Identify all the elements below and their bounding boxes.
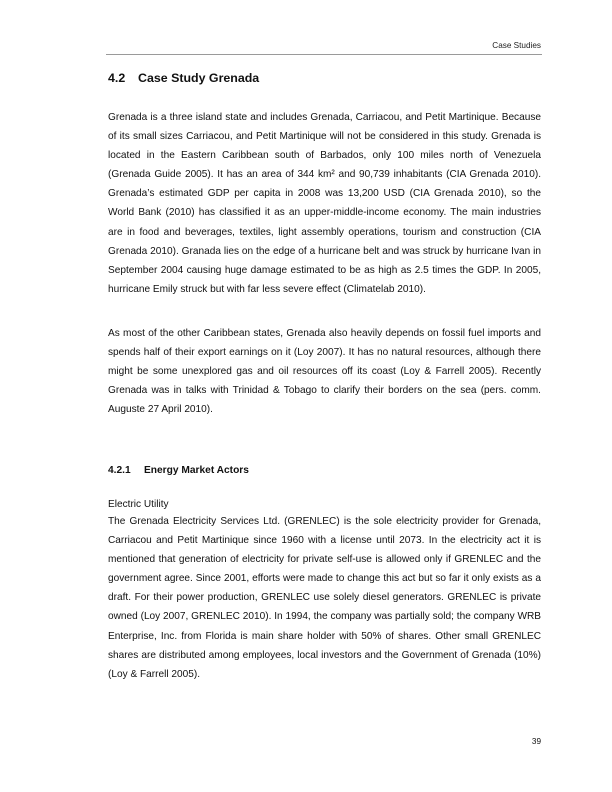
subsection-title: Energy Market Actors (144, 465, 249, 476)
section-number: 4.2 (108, 71, 126, 85)
body-paragraph-2: As most of the other Caribbean states, Grenada also heavily depends on fossil fuel imports and spends half of their export earnings on it (Loy 2007). It has no natural resources, although there might be some unexplored gas and oil resources off its coast (Loy & Farrell 2005). Recently Grenada was in talks with Trinidad & Tobago to clarify their borders on the sea (pers. comm. Auguste 27 April 2010). (108, 328, 541, 416)
header-divider (106, 54, 542, 55)
subheading-electric-utility: Electric Utility (108, 499, 169, 510)
running-header: Case Studies (492, 41, 541, 50)
page-number: 39 (531, 737, 541, 746)
section-heading (108, 71, 259, 85)
section-title: Case Study Grenada (138, 71, 260, 85)
body-paragraph-3: The Grenada Electricity Services Ltd. (GRENLEC) is the sole electricity provider for Grenada, Carriacou and Petit Martinique since 1960 with a license until 2073. In the electricity act it is mentioned that generation of electricity for private self-use is allowed only if GRENLEC and the government agree. Since 2001, efforts were made to change this act but so far it only exists as a draft. For their power production, GRENLEC use solely diesel generators. GRENLEC is private owned (Loy 2007, GRENLEC 2010). In 1994, the company was partially sold; the company WRB Enterprise, Inc. from Florida is main share holder with 50% of shares. Other small GRENLEC shares are distributed among employees, local investors and the Government of Grenada (10%) (Loy & Farrell 2005). (108, 516, 541, 680)
body-paragraph-1: Grenada is a three island state and includes Grenada, Carriacou, and Petit Martinique. Because of its small sizes Carriacou, and Petit Martinique will not be considered in this study. Grenada is located in the Eastern Caribbean south of Barbados, only 100 miles north of Venezuela (Grenada Guide 2005). It has an area of 344 km² and 90,739 inhabitants (CIA Grenada 2010). Grenada’s estimated GDP per capita in 2008 was 13,200 USD (CIA Grenada 2010), so the World Bank (2010) has classified it as an upper-middle-income economy. The main industries are in food and beverages, textiles, light assembly operations, tourism and construction (CIA Grenada 2010). Granada lies on the edge of a hurricane belt and was struck by hurricane Ivan in September 2004 causing huge damage estimated to be as high as 2.5 times the GDP. In 2005, hurricane Emily struck but with far less severe effect (Climatelab 2010). (108, 112, 541, 295)
subsection-number: 4.2.1 (108, 465, 131, 476)
subsection-heading (108, 465, 249, 476)
